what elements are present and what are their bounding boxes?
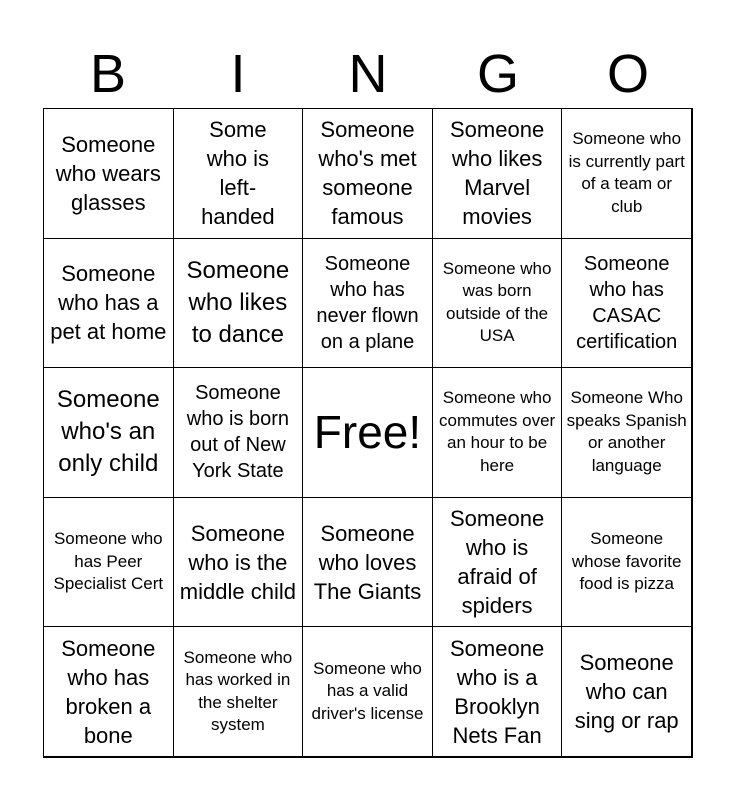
bingo-grid xyxy=(43,108,693,758)
bingo-cell[interactable] xyxy=(432,367,563,498)
bingo-cell[interactable] xyxy=(432,626,563,757)
cell-text: Someone who wears glasses xyxy=(55,131,161,215)
cell-text: Some who is left-handed xyxy=(201,117,275,230)
cell-text: Someone who was born outside of the USA xyxy=(442,258,552,346)
header-letter-i: I xyxy=(230,44,246,104)
bingo-cell[interactable] xyxy=(302,238,433,369)
bingo-cell[interactable] xyxy=(561,626,692,757)
bingo-cell[interactable] xyxy=(432,238,563,369)
bingo-cell[interactable] xyxy=(173,367,304,498)
bingo-cell[interactable] xyxy=(43,626,174,757)
bingo-cell[interactable] xyxy=(302,497,433,628)
cell-text: Someone who is a Brooklyn Nets Fan xyxy=(450,635,545,748)
cell-text: Someone who likes Marvel movies xyxy=(450,117,545,230)
cell-text: Someone who's met someone famous xyxy=(318,117,417,230)
cell-text: Someone who has broken a bone xyxy=(61,635,156,748)
bingo-cell[interactable] xyxy=(43,367,174,498)
cell-text: Someone who has worked in the shelter system xyxy=(183,647,293,735)
free-cell[interactable] xyxy=(302,367,433,498)
bingo-cell[interactable] xyxy=(173,626,304,757)
cell-text: Someone who has Peer Specialist Cert xyxy=(53,529,164,594)
cell-text: Someone who is the middle child xyxy=(179,520,296,604)
header-letter-g: G xyxy=(476,44,519,104)
bingo-header xyxy=(43,40,693,108)
bingo-cell[interactable] xyxy=(561,497,692,628)
bingo-cell[interactable] xyxy=(173,497,304,628)
bingo-cell[interactable] xyxy=(43,108,174,239)
cell-text: Someone who commutes over an hour to be here xyxy=(438,388,556,475)
free-text: Free! xyxy=(313,406,422,459)
bingo-cell[interactable] xyxy=(561,108,692,239)
bingo-cell[interactable] xyxy=(561,367,692,498)
cell-text: Someone who has CASAC certification xyxy=(576,252,678,353)
bingo-cell[interactable] xyxy=(561,238,692,369)
bingo-cell[interactable] xyxy=(173,238,304,369)
cell-text: Someone who has never flown on a plane xyxy=(316,252,419,353)
header-letter-n: N xyxy=(348,44,388,104)
bingo-cell[interactable] xyxy=(43,497,174,628)
bingo-cell[interactable] xyxy=(43,238,174,369)
header-letter-o: O xyxy=(606,44,649,104)
cell-text: Someone who can sing or rap xyxy=(574,650,679,734)
bingo-cell[interactable] xyxy=(432,497,563,628)
bingo-cell[interactable] xyxy=(432,108,563,239)
cell-text: Someone who has a valid driver's license xyxy=(311,658,424,723)
cell-text: Someone who loves The Giants xyxy=(313,520,422,604)
header-letter-b: B xyxy=(89,44,127,104)
bingo-cell[interactable] xyxy=(173,108,304,239)
cell-text: Someone who is afraid of spiders xyxy=(450,506,545,619)
cell-text: Someone whose favorite food is pizza xyxy=(571,529,682,594)
cell-text: Someone who is born out of New York State xyxy=(186,382,290,483)
cell-text: Someone who likes to dance xyxy=(186,256,290,348)
cell-text: Someone who's an only child xyxy=(56,386,160,478)
cell-text: Someone who is currently part of a team or club xyxy=(568,129,685,216)
bingo-cell[interactable] xyxy=(302,108,433,239)
cell-text: Someone who has a pet at home xyxy=(50,261,167,345)
cell-text: Someone Who speaks Spanish or another language xyxy=(566,388,687,475)
bingo-cell[interactable] xyxy=(302,626,433,757)
